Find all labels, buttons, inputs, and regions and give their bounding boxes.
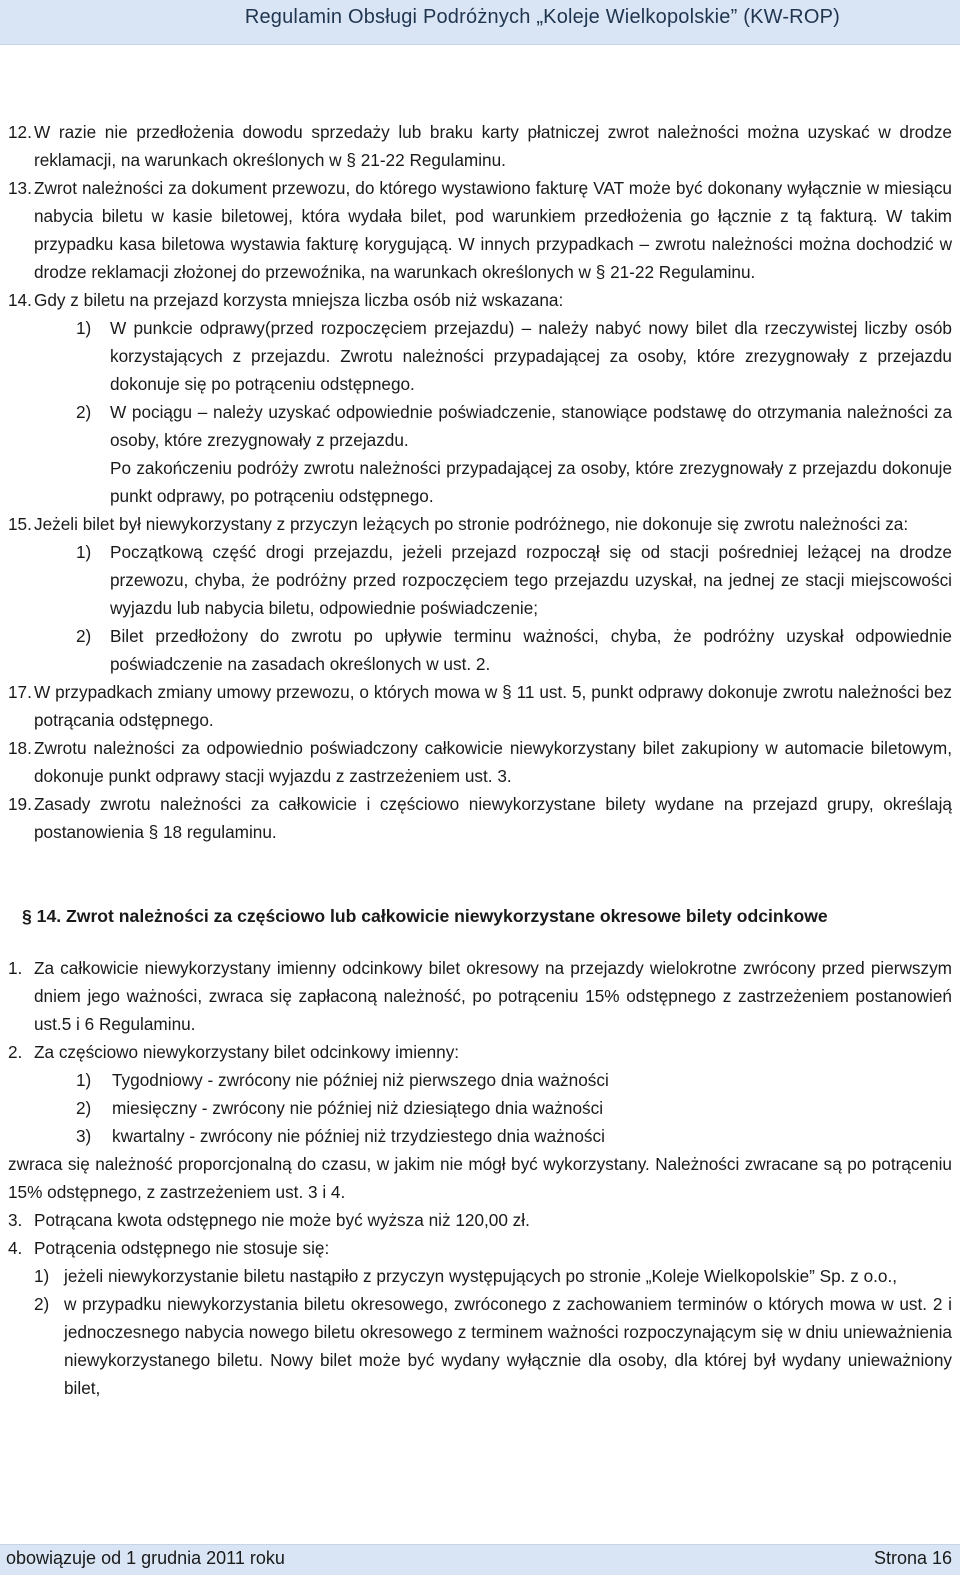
- item-text: Jeżeli bilet był niewykorzystany z przyczyn leżących po stronie podróżnego, nie dokonuje się zwrotu należności za:: [34, 514, 909, 534]
- item-number: 12.: [8, 122, 32, 142]
- sub-item-number: 1): [34, 1266, 50, 1286]
- sub-item: [8, 314, 952, 398]
- item-number: 4.: [8, 1238, 23, 1258]
- item-text: W przypadkach zmiany umowy przewozu, o których mowa w § 11 ust. 5, punkt odprawy dokonuje zwrotu należności bez potrącania odstępnego.: [34, 682, 952, 730]
- sub-item-number: 2): [76, 402, 92, 422]
- item-text: Potrącenia odstępnego nie stosuje się:: [34, 1238, 330, 1258]
- sub-item: [8, 398, 952, 454]
- item-text: Zwrot należności za dokument przewozu, do którego wystawiono fakturę VAT może być dokonany wyłącznie w miesiącu nabycia biletu w kasie biletowej, która wydała bilet, pod warunkiem przedłożenia go łącznie z tą fakturą. W takim przypadku kasa biletowa wystawia fakturę korygującą. W innych przypadkach – zwrotu należności można dochodzić w drodze reklamacji złożonej do przewoźnika, na warunkach określonych w § 21-22 Regulaminu.: [34, 178, 952, 282]
- item-number: 13.: [8, 178, 32, 198]
- list-item: [8, 954, 952, 1038]
- list-item: [8, 510, 952, 538]
- item-text: W razie nie przedłożenia dowodu sprzedaży lub braku karty płatniczej zwrot należności można uzyskać w drodze reklamacji, na warunkach określonych w § 21-22 Regulaminu.: [34, 122, 952, 170]
- item-text: Potrącana kwota odstępnego nie może być wyższa niż 120,00 zł.: [34, 1210, 530, 1230]
- sub-item-text: W pociągu – należy uzyskać odpowiednie poświadczenie, stanowiące podstawę do otrzymania należności za osoby, które zrezygnowały z przejazdu.: [110, 402, 952, 450]
- list-item: [8, 1206, 952, 1234]
- item-number: 1.: [8, 958, 23, 978]
- list-item: [8, 790, 952, 846]
- item-number: 18.: [8, 738, 32, 758]
- item-text: Gdy z biletu na przejazd korzysta mniejsza liczba osób niż wskazana:: [34, 290, 564, 310]
- sub-item-text: W punkcie odprawy(przed rozpoczęciem przejazdu) – należy nabyć nowy bilet dla rzeczywistej liczby osób korzystających z przejazdu. Zwrotu należności przypadającej za osoby, które zrezygnowały z przejazdu dokonuje się po potrąceniu odstępnego.: [110, 318, 952, 394]
- sub-item: [8, 1094, 952, 1122]
- sub-item-text: jeżeli niewykorzystanie biletu nastąpiło z przyczyn występujących po stronie „Koleje Wielkopolskie” Sp. z o.o.,: [64, 1266, 898, 1286]
- item-number: 19.: [8, 794, 32, 814]
- item-number: 2.: [8, 1042, 23, 1062]
- section-heading: § 14. Zwrot należności za częściowo lub całkowicie niewykorzystane okresowe bilety odcinkowe: [22, 906, 828, 926]
- item-text: Za częściowo niewykorzystany bilet odcinkowy imienny:: [34, 1042, 460, 1062]
- item-number: 14.: [8, 290, 32, 310]
- list-item: [8, 174, 952, 286]
- list-item: [8, 286, 952, 314]
- sub-item: [8, 1262, 952, 1290]
- sub-item-number: 1): [76, 542, 92, 562]
- sub-item-text: Początkową część drogi przejazdu, jeżeli przejazd rozpoczął się od stacji pośredniej leżącej na drodze przewozu, chyba, że podróżny przed rozpoczęciem tego przejazdu uzyskał, na jednej ze stacji miejscowości wyjazdu lub nabycia biletu, odpowiednie poświadczenie;: [110, 542, 952, 618]
- list-item: [8, 678, 952, 734]
- sub-item-number: 2): [76, 626, 92, 646]
- list-item: [8, 734, 952, 790]
- page-footer: [0, 1544, 960, 1575]
- document-body: [8, 118, 952, 1402]
- list-item: [8, 118, 952, 174]
- sub-item-text: Bilet przedłożony do zwrotu po upływie terminu ważności, chyba, że podróżny uzyskał odpowiednie poświadczenie na zasadach określonych w ust. 2.: [110, 626, 952, 674]
- sub-item-text: w przypadku niewykorzystania biletu okresowego, zwróconego z zachowaniem terminów o których mowa w ust. 2 i jednoczesnego nabycia nowego biletu okresowego z terminem ważności rozpoczynającym się w dniu unieważnienia niewykorzystanego biletu. Nowy bilet może być wydany wyłącznie dla osoby, dla której był wydany unieważniony bilet,: [64, 1294, 952, 1398]
- validity-date: obowiązuje od 1 grudnia 2011 roku: [6, 1548, 285, 1568]
- item-number: 15.: [8, 514, 32, 534]
- sub-item: [8, 622, 952, 678]
- sub-item-number: 2): [76, 1098, 92, 1118]
- sub-item-continuation: Po zakończeniu podróży zwrotu należności przypadającej za osoby, które zrezygnowały z przejazdu dokonuje punkt odprawy, po potrąceniu odstępnego.: [110, 458, 952, 506]
- sub-item: [8, 1066, 952, 1094]
- page-number: Strona 16: [873, 1548, 952, 1568]
- sub-item-number: 1): [76, 318, 92, 338]
- sub-item-text: miesięczny - zwrócony nie później niż dziesiątego dnia ważności: [112, 1098, 604, 1118]
- item-text: Za całkowicie niewykorzystany imienny odcinkowy bilet okresowy na przejazdy wielokrotne zwrócony przed pierwszym dniem jego ważności, zwraca się zapłaconą należność, po potrąceniu 15% odstępnego z zastrzeżeniem postanowień ust.5 i 6 Regulaminu.: [34, 958, 952, 1034]
- sub-item-number: 3): [76, 1126, 92, 1146]
- document-title: Regulamin Obsługi Podróżnych „Koleje Wielkopolskie” (KW-ROP): [244, 6, 840, 28]
- list-item: [8, 1038, 952, 1066]
- page-header: [0, 0, 960, 45]
- sub-item-text: Tygodniowy - zwrócony nie później niż pierwszego dnia ważności: [112, 1070, 609, 1090]
- sub-item: [8, 538, 952, 622]
- list-item: [8, 1234, 952, 1262]
- sub-item: [8, 1122, 952, 1150]
- sub-item-number: 1): [76, 1070, 92, 1090]
- paragraph: zwraca się należność proporcjonalną do czasu, w jakim nie mógł być wykorzystany. Należności zwracane są po potrąceniu 15% odstępnego, z zastrzeżeniem ust. 3 i 4.: [8, 1154, 952, 1202]
- item-number: 17.: [8, 682, 32, 702]
- item-text: Zwrotu należności za odpowiednio poświadczony całkowicie niewykorzystany bilet zakupiony w automacie biletowym, dokonuje punkt odprawy stacji wyjazdu z zastrzeżeniem ust. 3.: [34, 738, 952, 786]
- sub-item: [8, 1290, 952, 1402]
- sub-item-number: 2): [34, 1294, 50, 1314]
- sub-item-text: kwartalny - zwrócony nie później niż trzydziestego dnia ważności: [112, 1126, 605, 1146]
- item-text: Zasady zwrotu należności za całkowicie i częściowo niewykorzystane bilety wydane na przejazd grupy, określają postanowienia § 18 regulaminu.: [34, 794, 952, 842]
- item-number: 3.: [8, 1210, 23, 1230]
